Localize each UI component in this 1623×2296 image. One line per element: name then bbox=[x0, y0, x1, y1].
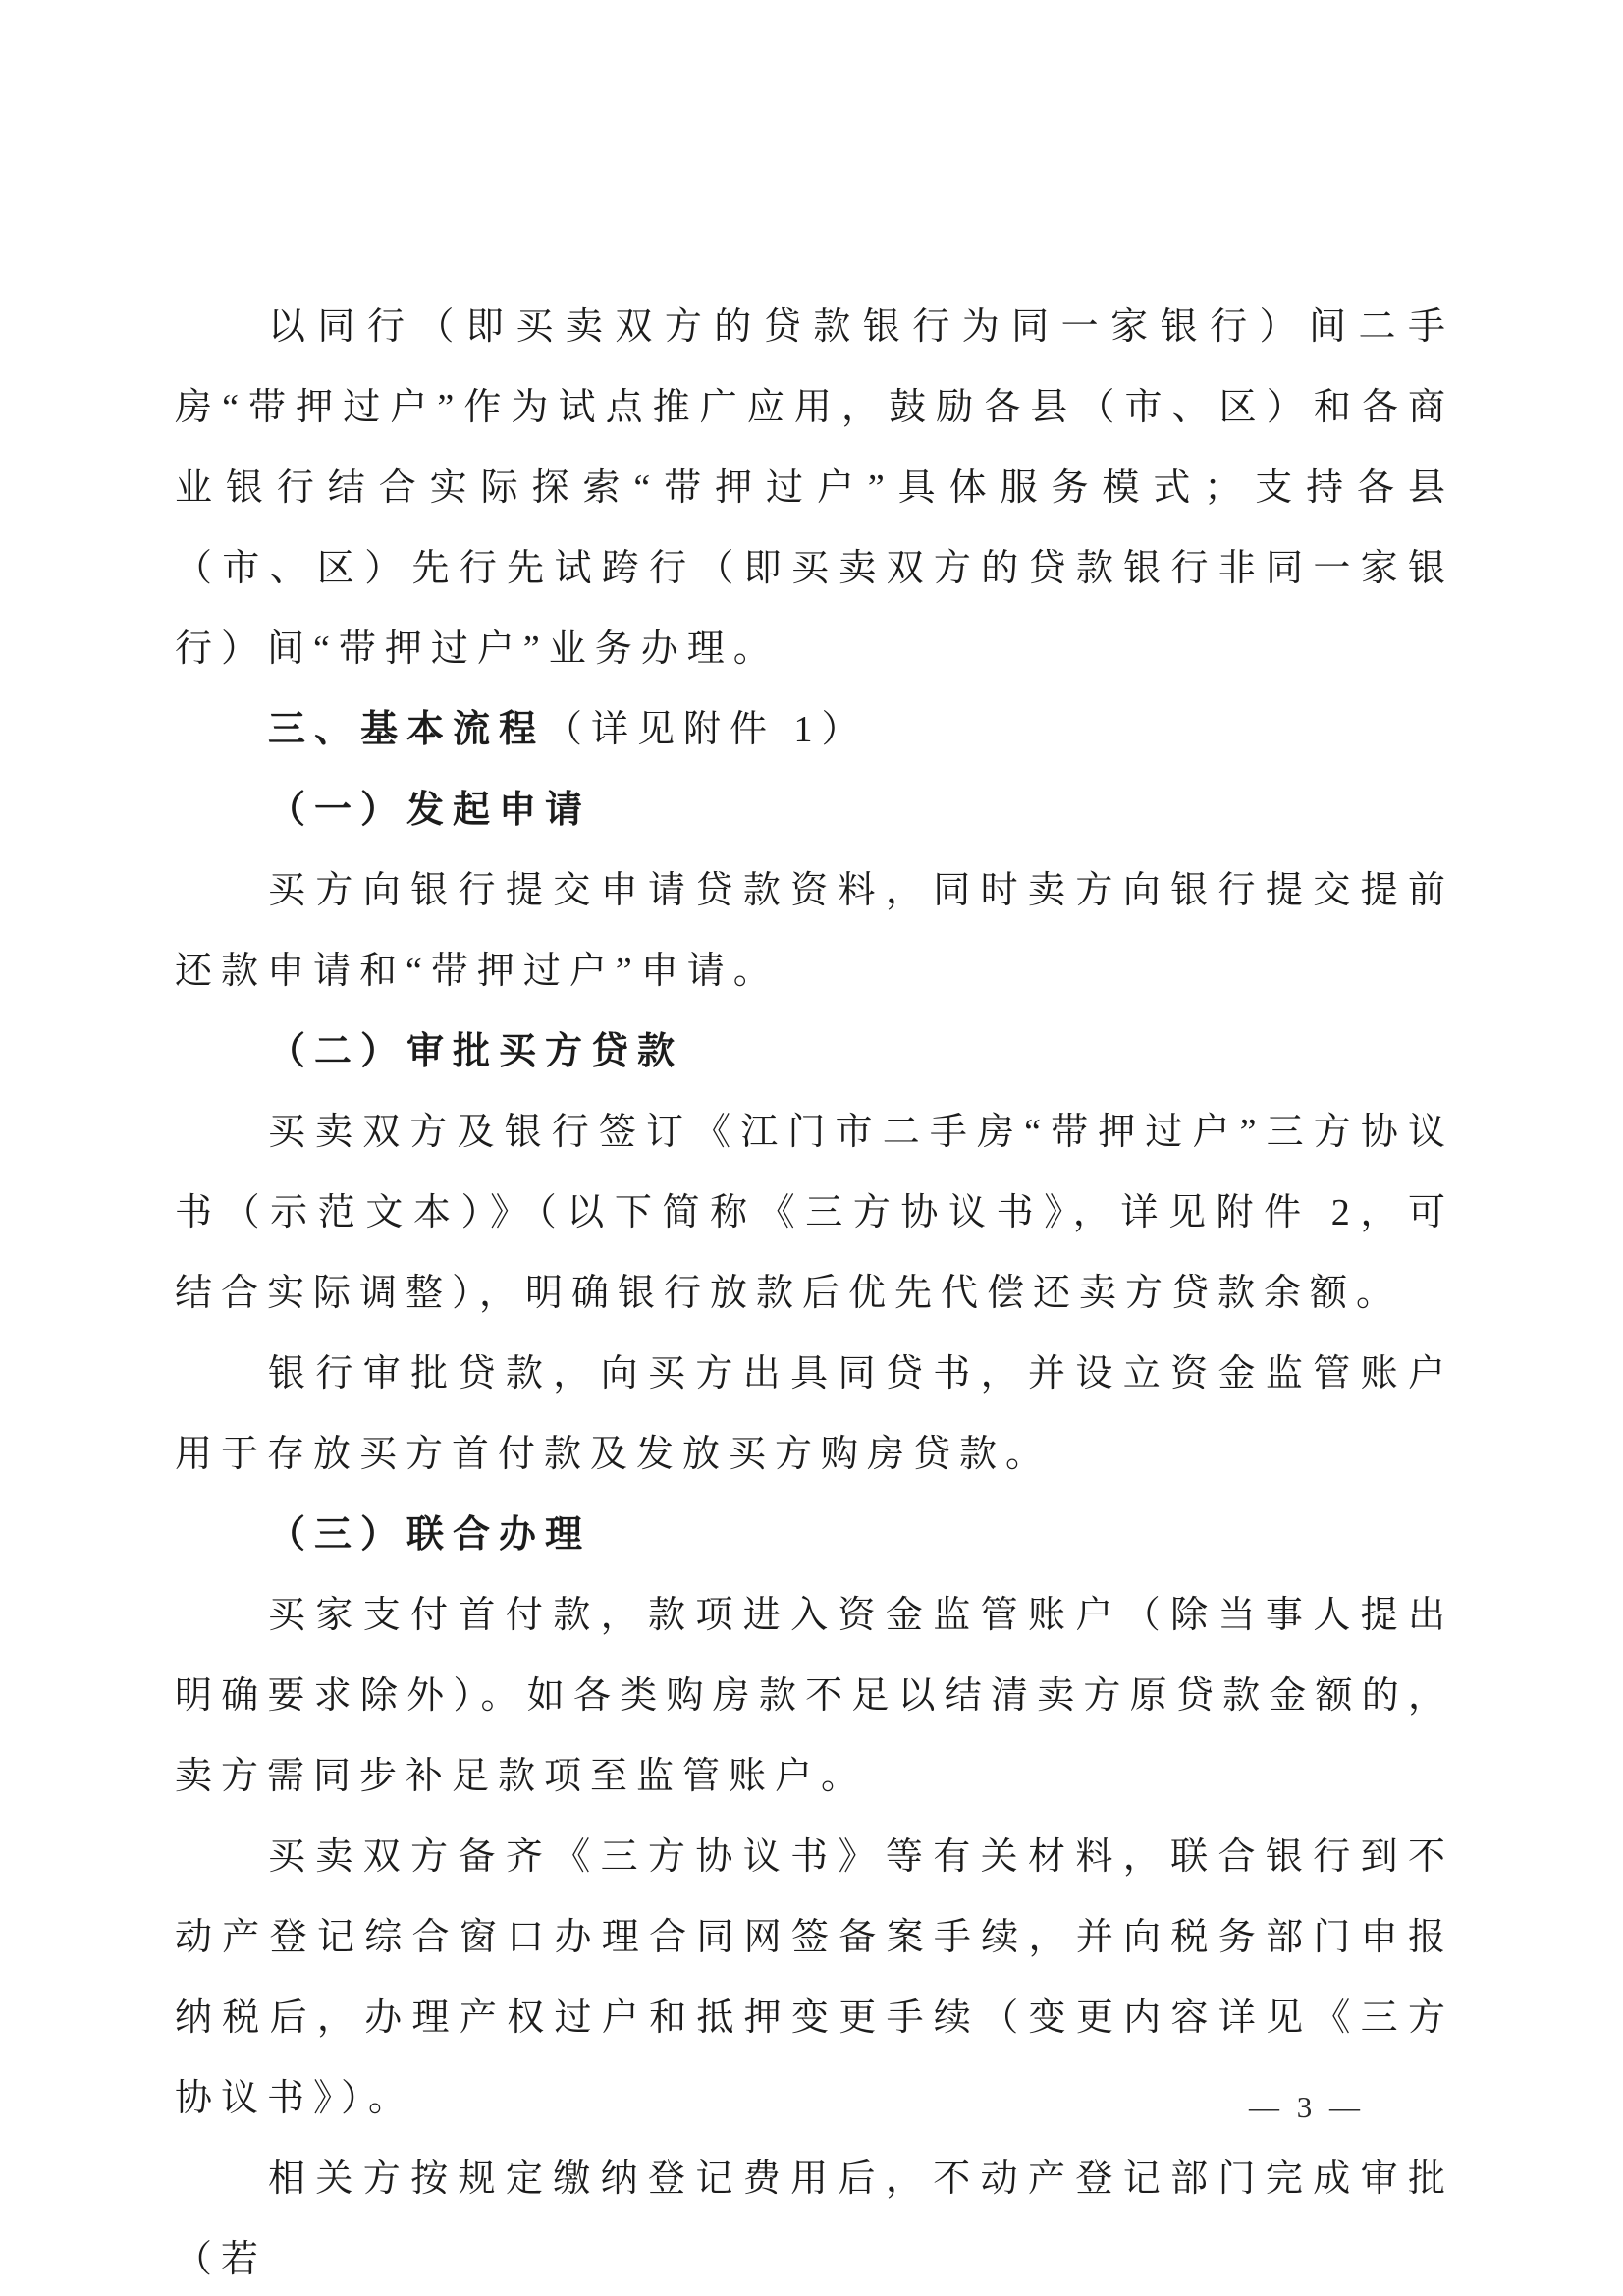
section-heading bbox=[175, 689, 1454, 770]
paragraph: 买卖双方备齐《三方协议书》等有关材料，联合银行到不动产登记综合窗口办理合同网签备案手续，并向税务部门申报纳税后，办理产权过户和抵押变更手续（变更内容详见《三方协议书》）。 bbox=[175, 1836, 1454, 2119]
subsection-heading: （二）审批买方贷款 bbox=[268, 1031, 684, 1072]
section-heading-note: （详见附件 1） bbox=[545, 709, 868, 750]
paragraph: 相关方按规定缴纳登记费用后，不动产登记部门完成审批（若 bbox=[175, 2159, 1454, 2280]
subsection-heading: （一）发起申请 bbox=[268, 790, 592, 831]
paragraph: 买家支付首付款，款项进入资金监管账户（除当事人提出明确要求除外）。如各类购房款不足以结清卖方原贷款金额的，卖方需同步补足款项至监管账户。 bbox=[175, 1595, 1454, 1797]
section-heading-title: 三、基本流程 bbox=[268, 709, 546, 750]
paragraph: 银行审批贷款，向买方出具同贷书，并设立资金监管账户用于存放买方首付款及发放买方购房贷款。 bbox=[175, 1353, 1454, 1475]
paragraph: 买卖双方及银行签订《江门市二手房“带押过户”三方协议书（示范文本）》（以下简称《三方协议书》，详见附件 2，可结合实际调整），明确银行放款后优先代偿还卖方贷款余额。 bbox=[175, 1112, 1454, 1314]
document-body bbox=[175, 287, 1454, 2296]
paragraph: 买方向银行提交申请贷款资料，同时卖方向银行提交提前还款申请和“带押过户”申请。 bbox=[175, 870, 1454, 992]
paragraph: 以同行（即买卖双方的贷款银行为同一家银行）间二手房“带押过户”作为试点推广应用，鼓励各县（市、区）和各商业银行结合实际探索“带押过户”具体服务模式；支持各县（市、区）先行先试跨行（即买卖双方的贷款银行非同一家银行）间“带押过户”业务办理。 bbox=[175, 306, 1454, 670]
page-number: — 3 — bbox=[1249, 2090, 1365, 2124]
subsection-heading: （三）联合办理 bbox=[268, 1514, 592, 1556]
